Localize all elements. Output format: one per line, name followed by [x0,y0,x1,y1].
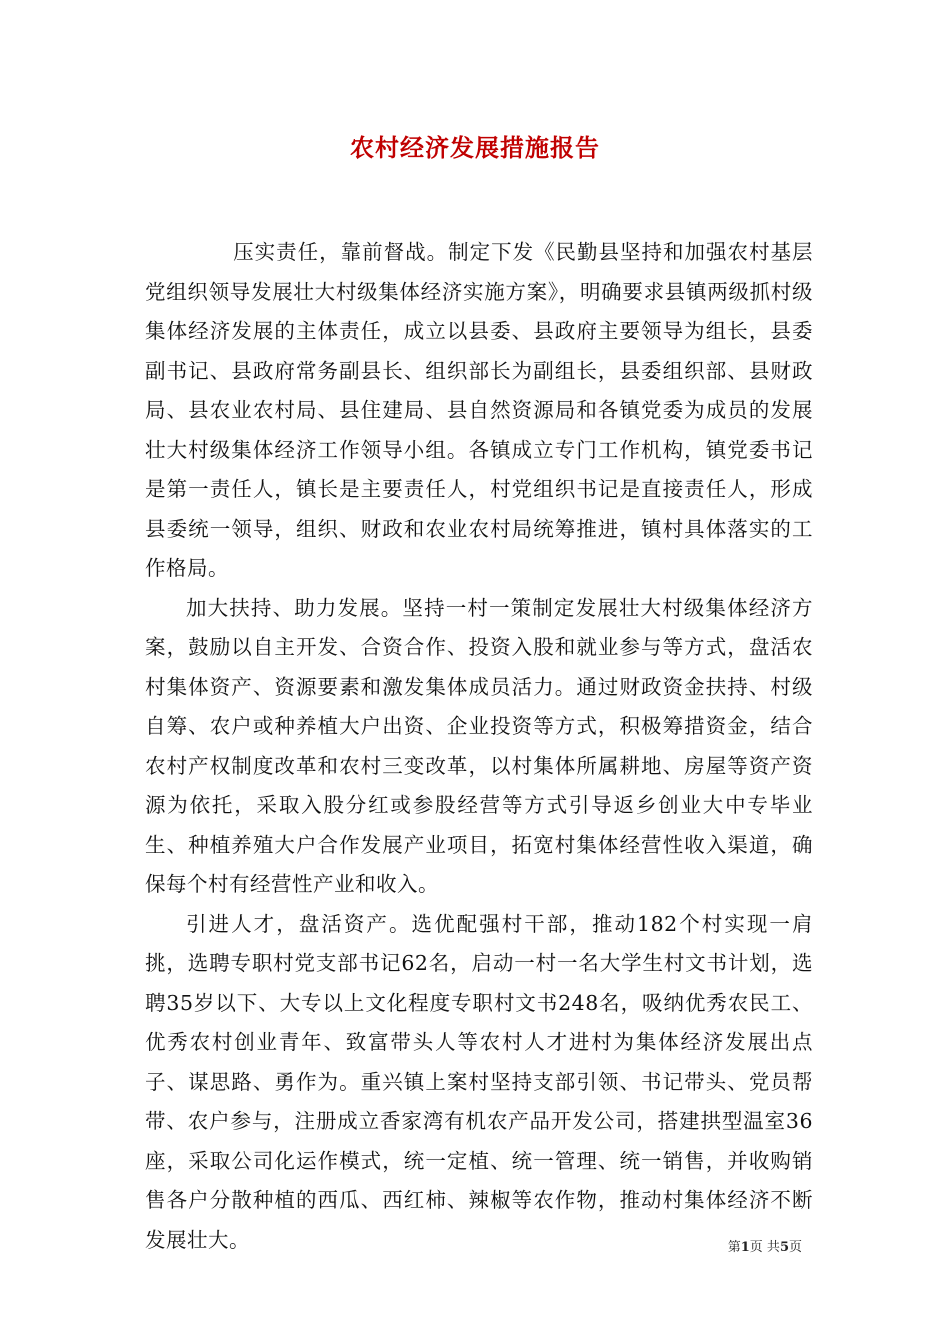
total-pages-number: 5 [779,1240,789,1255]
footer-prefix: 第 [727,1240,741,1255]
paragraph-3: 引进人才，盘活资产。选优配强村干部，推动182个村实现一肩挑，选聘专职村党支部书记62名，启动一村一名大学生村文书计划，选聘35岁以下、大专以上文化程度专职村文书248名，吸纳优秀农民工、优秀农村创业青年、致富带头人等农村人才进村为集体经济发展出点子、谋思路、勇作为。重兴镇上案村坚持支部引领、书记带头、党员帮带、农户参与，注册成立香家湾有机农产品开发公司，搭建拱型温室36座，采取公司化运作模式，统一定植、统一管理、统一销售，并收购销售各户分散种植的西瓜、西红柿、辣椒等农作物，推动村集体经济不断发展壮大。 [145,911,813,1252]
current-page-number: 1 [740,1240,750,1255]
paragraph-1: 压实责任，靠前督战。制定下发《民勤县坚持和加强农村基层党组织领导发展壮大村级集体经济实施方案》，明确要求县镇两级抓村级集体经济发展的主体责任，成立以县委、县政府主要领导为组长，县委副书记、县政府常务副县长、组织部长为副组长，县委组织部、县财政局、县农业农村局、县住建局、县自然资源局和各镇党委为成员的发展壮大村级集体经济工作领导小组。各镇成立专门工作机构，镇党委书记是第一责任人，镇长是主要责任人，村党组织书记是直接责任人，形成县委统一领导，组织、财政和农业农村局统筹推进，镇村具体落实的工作格局。 [145,240,813,580]
document-body [145,233,813,1260]
document-title: 农村经济发展措施报告 [350,133,600,162]
footer-middle: 页 共 [749,1240,780,1255]
page-number-footer [728,1239,802,1257]
footer-suffix: 页 [788,1240,802,1255]
paragraph-2: 加大扶持、助力发展。坚持一村一策制定发展壮大村级集体经济方案，鼓励以自主开发、合资合作、投资入股和就业参与等方式，盘活农村集体资产、资源要素和激发集体成员活力。通过财政资金扶持、村级自筹、农户或种养植大户出资、企业投资等方式，积极筹措资金，结合农村产权制度改革和农村三变改革，以村集体所属耕地、房屋等资产资源为依托，采取入股分红或参股经营等方式引导返乡创业大中专毕业生、种植养殖大户合作发展产业项目，拓宽村集体经营性收入渠道，确保每个村有经营性产业和收入。 [145,595,813,896]
